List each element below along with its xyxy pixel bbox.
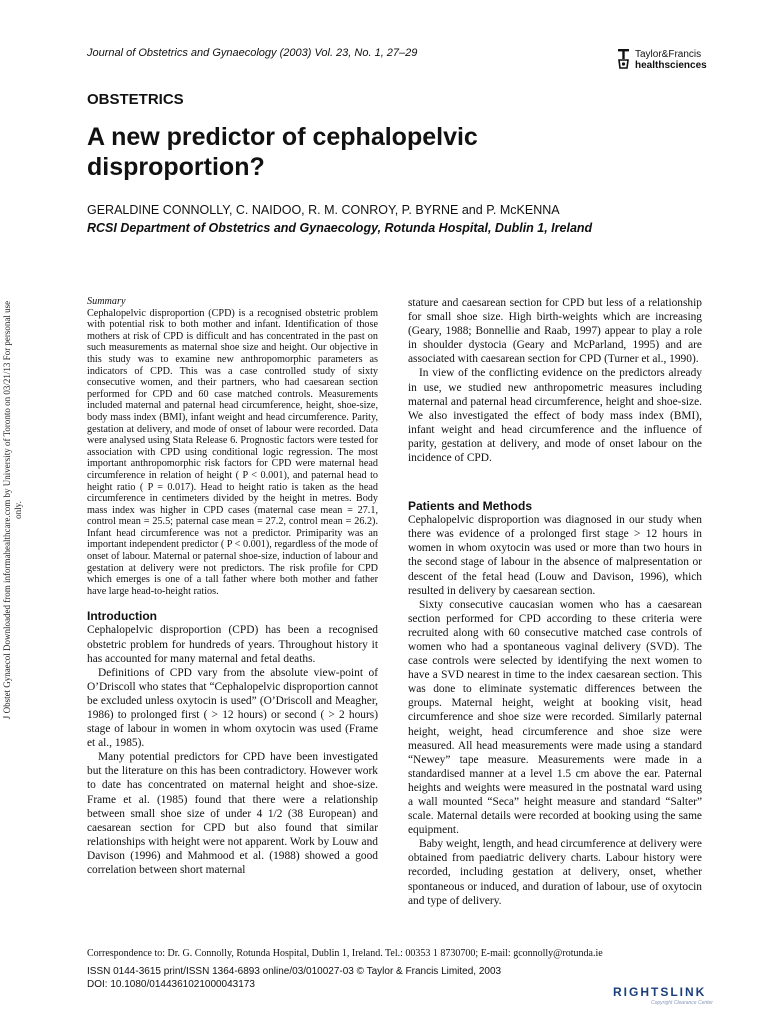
summary-block [87,296,378,597]
introduction-paragraph: Cephalopelvic disproportion (CPD) has been a recognised obstetric problem for hundreds of years. Throughout history it has accounted for many maternal and fetal deaths. [87,624,378,665]
methods-paragraph: Sixty consecutive caucasian women who has a caesarean section performed for CPD according to these criteria were recruited along with 60 consecutive matched case controls of women who had a spontaneous vaginal delivery (SVD). The case controls were selected by identifying the next women to have a SVD nearest in time to the index caesarean section. This was done to eliminate systematic differences between the groups. Maternal height, weight at booking visit, head circumference and shoe size were recorded. Similarly paternal height, weight, head circumference and shoe size were measured. All head measurements were made using a standard “Newey” tape measure. Measurements were made in a standardised manner at a level 1.5 cm above the ear. Paternal heights and weights were measured in the postnatal ward using a wall mounted “Seca” height measure and standard “Salter” scale. Maternal details were recorded at booking using the same equipment. [408,598,702,837]
publisher-logo [616,45,716,75]
journal-citation: Journal of Obstetrics and Gynaecology (2003) Vol. 23, No. 1, 27–29 [87,47,418,59]
introduction-paragraph: In view of the conflicting evidence on the predictors already in use, we studied new anthropometric measures including maternal and paternal head circumference, height and shoe-size. We also investigated the effect of body mass index (BMI), infant weight and head circumference and the influence of parity, gestation at delivery, and mode of onset labour on the incidence of CPD. [408,367,702,465]
rightslink-tagline: Copyright Clearance Center [651,1000,713,1006]
summary-label: Summary [87,296,126,307]
author-affiliation: RCSI Department of Obstetrics and Gynaecology, Rotunda Hospital, Dublin 1, Ireland [87,221,593,235]
rightslink-wordmark: RIGHTSLINK [613,985,707,999]
introduction-heading: Introduction [87,609,157,624]
publisher-emblem-icon [616,48,632,70]
introduction-body [87,623,378,877]
introduction-paragraph: Many potential predictors for CPD have been investigated but the literature on this has been contradictory. However work to date has concentrated on maternal height and shoe-size. Frame et al. (1985) found that there were a relationship between small shoe size of under 4 1/2 (38 European) and caesarean section for CPD but also found that similar relationships with height were not apparent. Work by Louw and Davison (1996) and Mahmood et al. (1988) showed a good correlation between short maternal [87,751,378,877]
section-label: OBSTETRICS [87,91,184,108]
methods-paragraph: Cephalopelvic disproportion was diagnosed in our study when there was evidence of a prolonged first stage > 12 hours in women in whom oxytocin was used or more than two hours in the second stage of labour in the absence of malpresentation or descent of the fetal head (Louw and Davison, 1996), which resulted in delivery by caesarean section. [408,514,702,597]
download-watermark-note [2,300,24,720]
patients-methods-heading: Patients and Methods [408,499,533,514]
patients-methods-body [408,513,702,908]
right-column [408,296,702,908]
introduction-paragraph: Definitions of CPD vary from the absolute view-point of O’Driscoll who states that “Cephalopelvic disproportion cannot be excluded unless oxytocin is used” (O’Driscoll and Meagher, 1986) to prolonged first ( > 12 hours) or second ( > 2 hours) stage of labour in women in whom oxytocin was used (Frame et al., 1985). [87,666,378,750]
summary-text: Cephalopelvic disproportion (CPD) is a recognised obstetric problem with potential risk to both mother and infant. Identification of those mothers at risk of CPD is difficult and has concentrated in the past on such measurements as maternal shoe size and height. Our objective in this study was to examine new anthropomorphic parameters as indicators of CPD. This was a case controlled study of sixty consecutive women, and their partners, who had caesarean section performed for CPD and 60 case matched controls. Measurements included maternal and paternal head circumference, height, shoe-size, body mass index (BMI), infant weight and head circumference. Parity, gestation at delivery, and mode of onset of labour were recorded. Data were analysed using Stata Release 6. Prognostic factors were tested for association with CPD using conditional logic regression. The most important anthropomorphic risk factors for CPD were maternal head circumference in relation of height ( P < 0.001), and paternal head to height ratio ( P = 0.017). Head to height ratio is taken as the head circumference in centimeters divided by the height in metres. Body mass index was higher in CPD cases (maternal case mean = 27.1, control mean = 25.5; paternal case mean = 27.2, control mean = 26.2). Infant head circumference was not a predictor. Primiparity was an important independent predictor ( P < 0.001), regardless of the mode of onset of labour. Maternal or paternal shoe-size, induction of labour and gestation at delivery were not predictors. The risk profile for CPD which emerges is one of a tall father where both mother and father have large head-to-height ratios. [87,307,378,597]
publisher-name: Taylor&Francis [635,49,702,60]
correspondence-note: Correspondence to: Dr. G. Connolly, Rotunda Hospital, Dublin 1, Ireland. Tel.: 00353 1 8730700; E-mail: gconnolly@rotunda.ie [87,948,603,959]
rightslink-logo [613,985,758,1017]
download-note-text: J Obstet Gynaecol Downloaded from informahealthcare.com by University of Toronto on 03/21/13 For personal use only. [2,300,23,720]
doi-line: DOI: 10.1080/0144361021000043173 [87,979,255,990]
publisher-division: healthsciences [635,60,707,71]
author-list: GERALDINE CONNOLLY, C. NAIDOO, R. M. CONROY, P. BYRNE and P. McKENNA [87,203,560,217]
introduction-continued [408,296,702,465]
introduction-paragraph: stature and caesarean section for CPD but less of a relationship for small shoe size. High birth-weights which are increasing (Geary, 1988; Bonnellie and Raab, 1997) appear to play a role in shoulder dystocia (Geary and McParland, 1995) and are associated with caesarean section for CPD (Turner et al., 1990). [408,297,702,366]
article-title: A new predictor of cephalopelvic disproportion? [87,123,478,181]
methods-paragraph: Baby weight, length, and head circumference at delivery were obtained from paediatric delivery charts. Labour history were recorded, including gestation at delivery, onset, whether spontaneous or induced, and duration of labour, use of oxytocin and type of delivery. [408,838,702,907]
issn-line: ISSN 0144-3615 print/ISSN 1364-6893 online/03/010027-03 © Taylor & Francis Limited, 2003 [87,966,502,977]
left-column [87,296,378,877]
